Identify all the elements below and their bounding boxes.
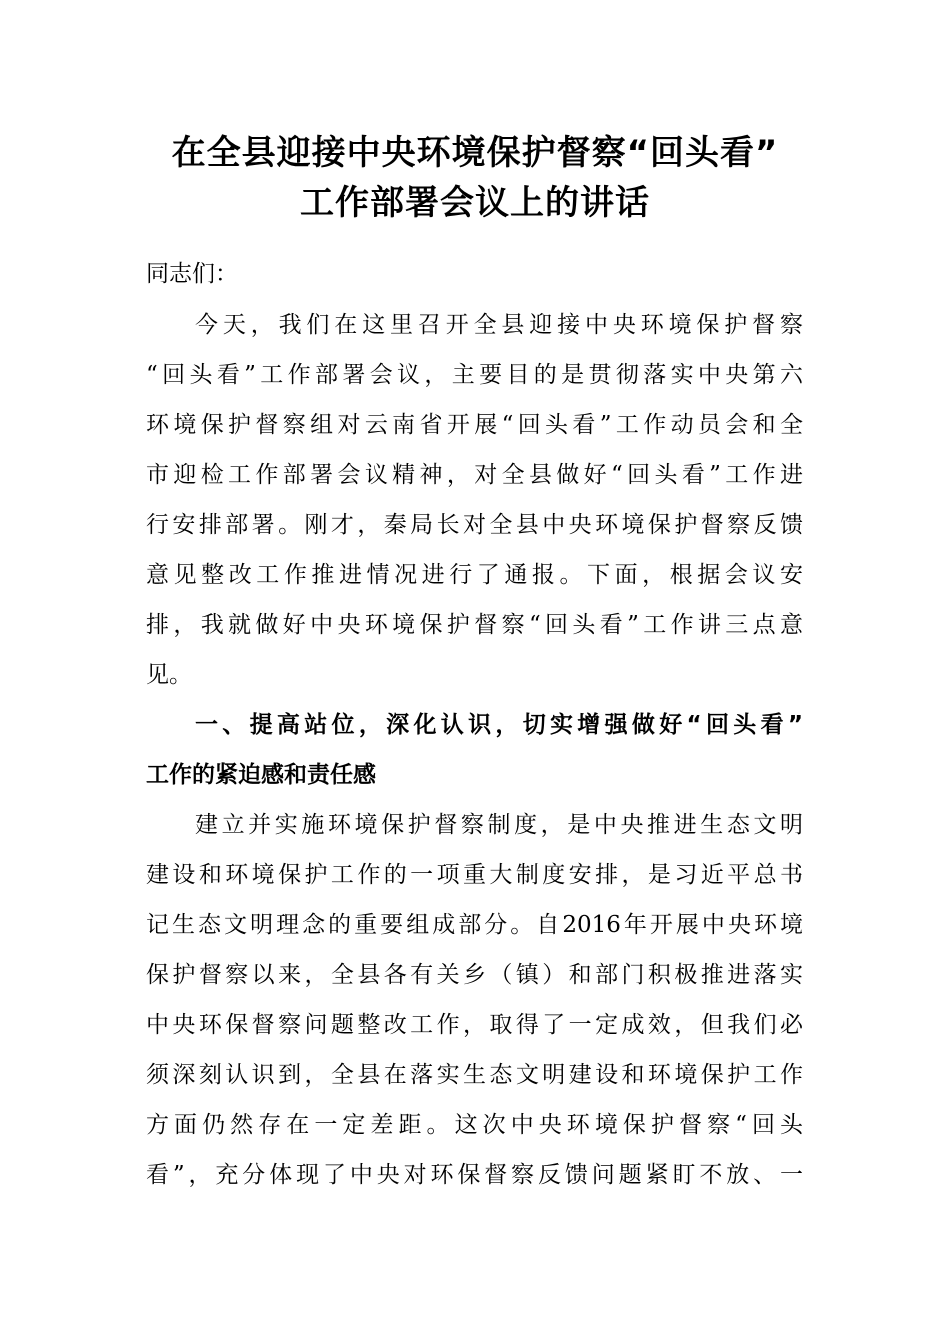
salutation: 同志们： <box>146 261 238 287</box>
body-line: 建立并实施环境保护督察制度，是中央推进生态文明 <box>195 812 803 838</box>
intro-line: 排，我就做好中央环境保护督察“回头看”工作讲三点意 <box>146 612 803 638</box>
section-heading-line: 一、提高站位，深化认识，切实增强做好“回头看” <box>195 712 803 738</box>
intro-line: 见。 <box>146 662 192 688</box>
body-line: 保护督察以来，全县各有关乡（镇）和部门积极推进落实 <box>146 962 803 988</box>
intro-line: 今天，我们在这里召开全县迎接中央环境保护督察 <box>195 312 803 338</box>
intro-line: 行安排部署。刚才，秦局长对全县中央环境保护督察反馈 <box>146 512 803 538</box>
intro-line: 环境保护督察组对云南省开展“回头看”工作动员会和全 <box>146 412 803 438</box>
intro-line: 意见整改工作推进情况进行了通报。下面，根据会议安 <box>146 562 803 588</box>
body-line: 中央环保督察问题整改工作，取得了一定成效，但我们必 <box>146 1012 803 1038</box>
document-title-line-2: 工作部署会议上的讲话 <box>300 183 650 223</box>
intro-line: “回头看”工作部署会议，主要目的是贯彻落实中央第六 <box>146 362 803 388</box>
body-line: 建设和环境保护工作的一项重大制度安排，是习近平总书 <box>146 862 803 888</box>
section-heading-line: 工作的紧迫感和责任感 <box>146 762 376 788</box>
body-line: 须深刻认识到，全县在落实生态文明建设和环境保护工作 <box>146 1062 803 1088</box>
intro-line: 市迎检工作部署会议精神，对全县做好“回头看”工作进 <box>146 462 803 488</box>
document-title-line-1: 在全县迎接中央环境保护督察“回头看” <box>171 133 779 173</box>
body-line: 记生态文明理念的重要组成部分。自2016年开展中央环境 <box>146 912 803 938</box>
body-line: 看”，充分体现了中央对环保督察反馈问题紧盯不放、一 <box>146 1162 803 1188</box>
body-line: 方面仍然存在一定差距。这次中央环境保护督察“回头 <box>146 1112 803 1138</box>
